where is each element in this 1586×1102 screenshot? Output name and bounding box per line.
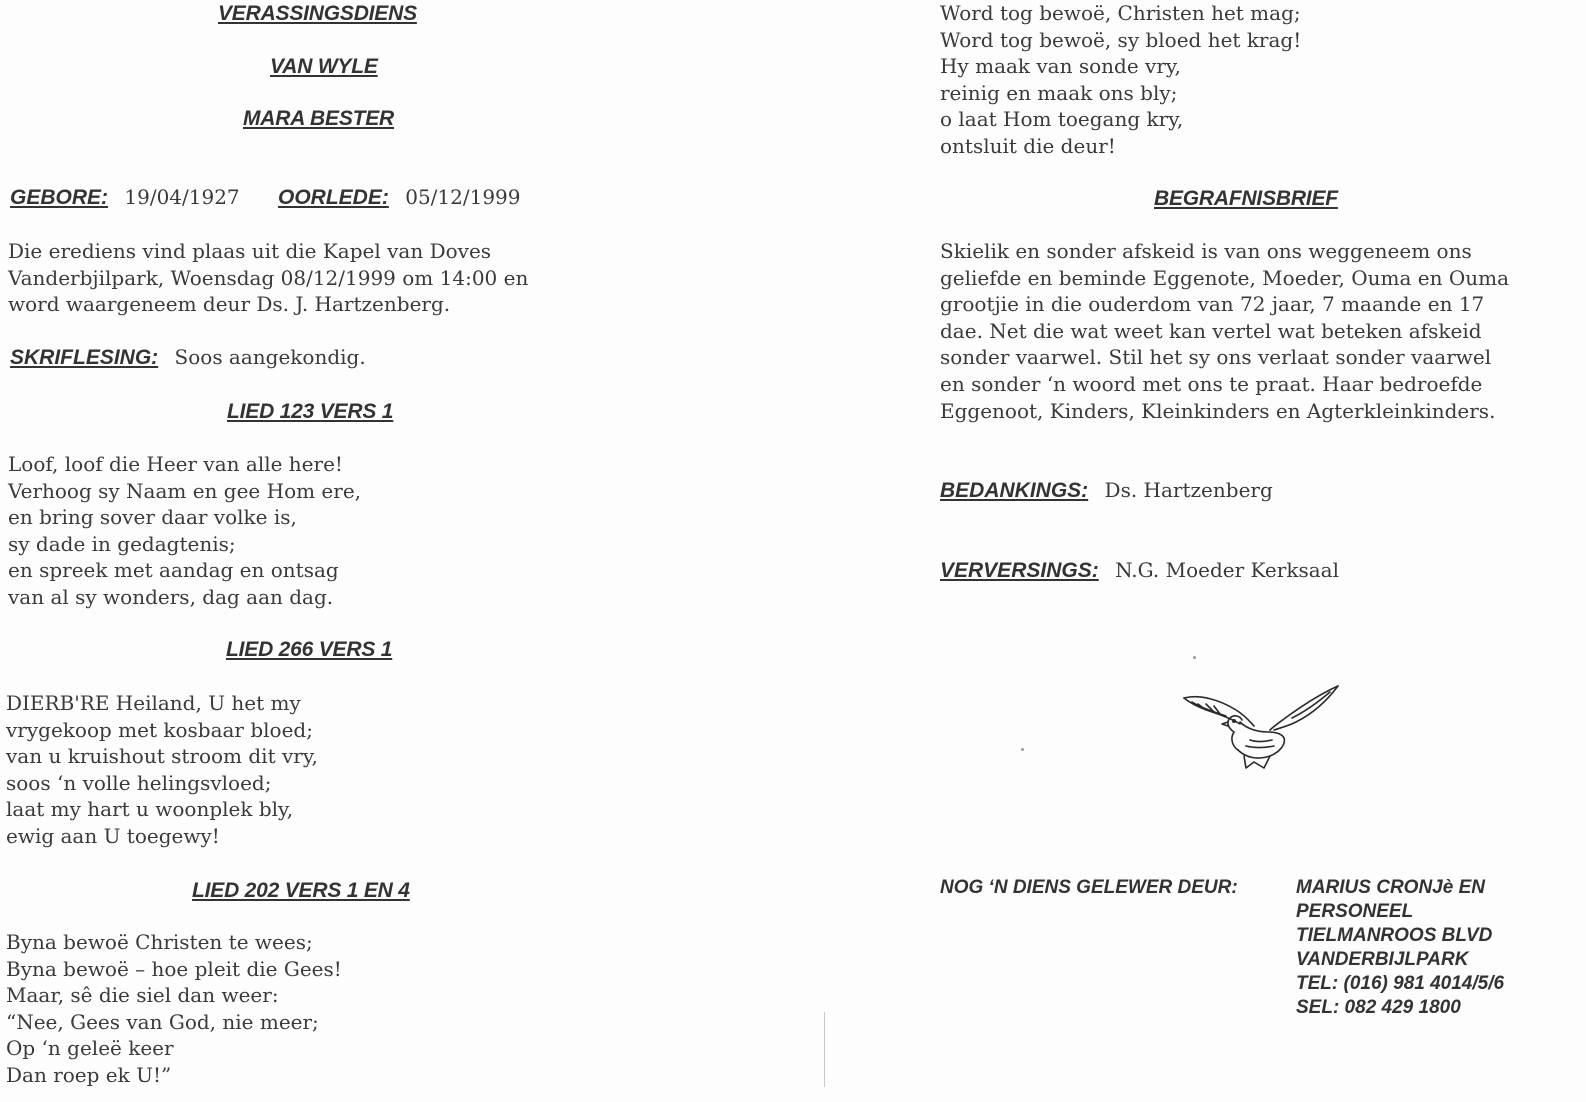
lyric-line: van u kruishout stroom dit vry, [6,744,318,769]
lyric-line: Maar, sê die siel dan weer: [6,983,279,1008]
lyric-line: ewig aan U toegewy! [6,823,220,848]
lyric-line: Word tog bewoë, sy bloed het krag! [940,27,1302,52]
lyric-line: van al sy wonders, dag aan dag. [8,584,334,609]
hymn2-title: LIED 266 VERS 1 [226,638,393,661]
hymn1-title: LIED 123 VERS 1 [227,400,394,423]
thanks-label: BEDANKINGS: [940,479,1089,502]
lyric-line: reinig en maak ons bly; [940,80,1178,105]
hymn2-lyrics [6,690,318,850]
letter-line: geliefde en beminde Eggenote, Moeder, Ouma en Ouma [940,265,1510,290]
lyric-line: Byna bewoë – hoe pleit die Gees! [6,956,342,981]
lyric-line: soos ‘n volle helingsvloed; [6,770,272,795]
hymn3-title: LIED 202 VERS 1 EN 4 [192,879,410,902]
refreshments-row [940,557,1339,585]
scan-speck [1021,748,1024,751]
lyric-line: Word tog bewoë, Christen het mag; [940,1,1301,25]
lyric-line: DIERB'RE Heiland, U het my [6,691,301,715]
undertaker-line: PERSONEEL [1296,901,1414,922]
thanks-text: Ds. Hartzenberg [1104,478,1273,502]
hymn1-lyrics [8,451,361,611]
letter-line: en sonder ‘n woord met ons te praat. Haar bedroefde [940,371,1483,396]
undertaker-line: TIELMANROOS BLVD [1296,925,1493,946]
undertaker-line: VANDERBIJLPARK [1296,949,1469,970]
title-line-2: VAN WYLE [270,55,378,78]
died-date: 05/12/1999 [405,185,521,209]
lyric-line: vrygekoop met kosbaar bloed; [6,717,313,742]
lyric-line: Byna bewoë Christen te wees; [6,930,313,954]
lyric-line: Dan roep ek U!” [6,1062,172,1087]
lyric-line: ontsluit die deur! [940,133,1116,158]
died-label: OORLEDE: [278,186,389,209]
lyric-line: laat my hart u woonplek bly, [6,797,294,822]
reading-label: SKRIFLESING: [10,346,159,369]
lyric-line: en spreek met aandag en ontsag [8,558,339,583]
refreshments-label: VERVERSINGS: [940,559,1099,582]
undertaker-line: MARIUS CRONJè EN [1296,877,1485,898]
born-label: GEBORE: [10,186,109,209]
thanks-row [940,477,1273,505]
letter-line: dae. Net die wat weet kan vertel wat beteken afskeid [940,318,1482,343]
reading-text: Soos aangekondig. [174,345,366,369]
page-fold-line [824,1012,825,1087]
reading-row [10,344,366,372]
undertaker-line: TEL: (016) 981 4014/5/6 [1296,973,1505,994]
service-details [8,238,528,318]
lyric-line: Verhoog sy Naam en gee Hom ere, [8,478,362,503]
refreshments-text: N.G. Moeder Kerksaal [1115,558,1339,582]
hymn3-continuation [940,0,1301,160]
funeral-letter [940,238,1509,424]
born-date: 19/04/1927 [124,185,240,209]
dates-row [10,184,521,212]
lyric-line: “Nee, Gees van God, nie meer; [6,1009,319,1034]
service-line: Vanderbjilpark, Woensdag 08/12/1999 om 14:00 en [8,265,529,290]
letter-line: sonder vaarwel. Stil het sy ons verlaat sonder vaarwel [940,345,1492,370]
title-line-3: MARA BESTER [243,107,395,130]
lyric-line: sy dade in gedagtenis; [8,531,236,556]
undertaker-label: NOG ‘N DIENS GELEWER DEUR: [940,877,1238,898]
undertaker-details [1296,876,1504,1020]
hymn3-lyrics [6,929,342,1089]
scan-speck [1193,656,1196,659]
undertaker-line: SEL: 082 429 1800 [1296,997,1461,1018]
lyric-line: Hy maak van sonde vry, [940,54,1181,79]
lyric-line: o laat Hom toegang kry, [940,107,1184,132]
dove-icon [1180,684,1342,770]
lyric-line: Op ‘n geleë keer [6,1036,174,1061]
letter-line: Eggenoot, Kinders, Kleinkinders en Agterkleinkinders. [940,398,1496,423]
lyric-line: en bring sover daar volke is, [8,505,297,530]
letter-line: Skielik en sonder afskeid is van ons weggeneem ons [940,239,1472,263]
service-line: Die erediens vind plaas uit die Kapel van Doves [8,239,492,263]
letter-title: BEGRAFNISBRIEF [1154,187,1338,210]
letter-line: grootjie in die ouderdom van 72 jaar, 7 maande en 17 [940,292,1485,317]
service-line: word waargeneem deur Ds. J. Hartzenberg. [8,292,451,317]
lyric-line: Loof, loof die Heer van alle here! [8,452,343,476]
title-line-1: VERASSINGSDIENS [218,2,417,25]
